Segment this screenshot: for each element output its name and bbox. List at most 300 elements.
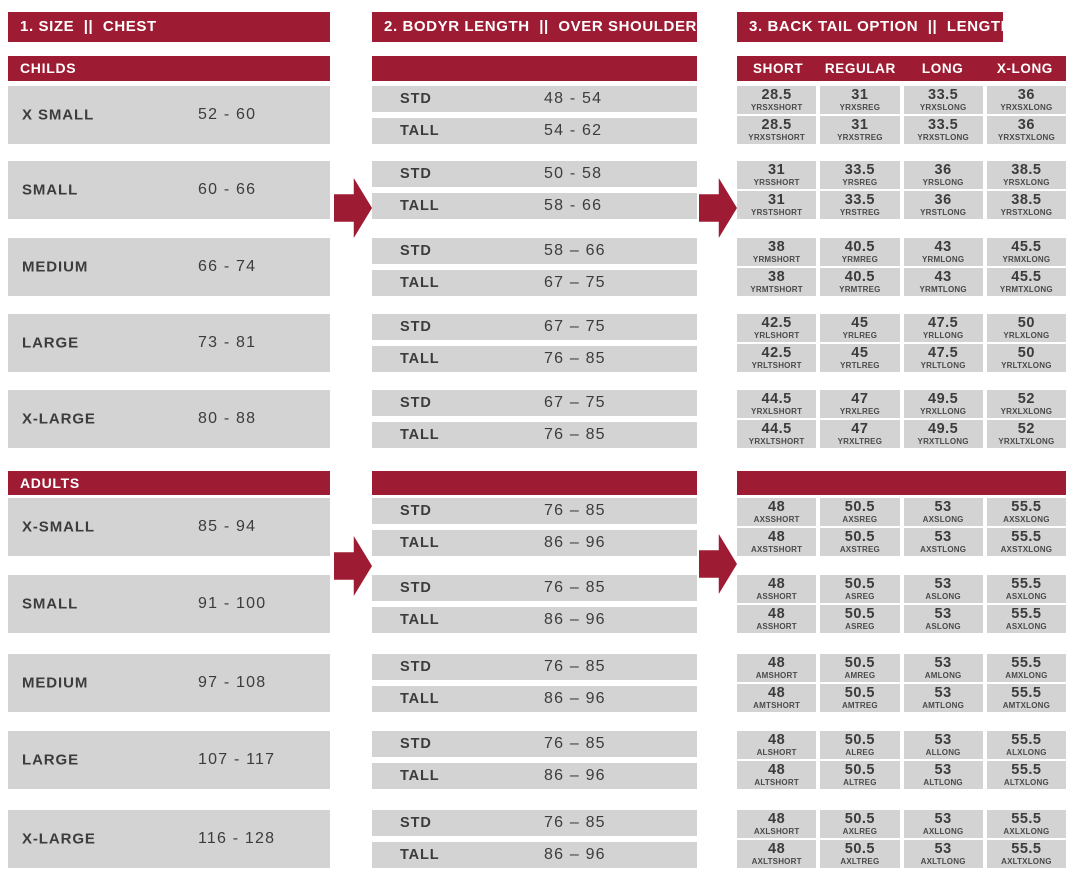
sku-code: AMLONG (924, 671, 962, 681)
length-value: 53 (934, 761, 952, 778)
length-value: 43 (934, 268, 952, 285)
length-value: 55.5 (1011, 528, 1042, 545)
fit-row (372, 686, 697, 712)
length-cell (737, 840, 816, 868)
sku-code: YRLTLONG (920, 361, 966, 371)
length-value: 36 (1017, 116, 1035, 133)
chest-range: 60 - 66 (198, 181, 257, 198)
length-value: 33.5 (844, 161, 875, 178)
sku-code: ALTREG (843, 778, 877, 788)
sku-code: YRMLONG (921, 255, 965, 265)
sku-code: YRSLONG (922, 178, 964, 188)
length-value: 47 (851, 390, 869, 407)
fit-row (372, 118, 697, 144)
length-value: 50.5 (844, 575, 875, 592)
sku-code: YRXLLONG (920, 407, 967, 417)
length-value: 48 (768, 575, 786, 592)
length-value: 33.5 (928, 86, 959, 103)
sku-code: ASREG (845, 592, 875, 602)
sku-code: YRXSTXLONG (997, 133, 1055, 143)
length-cell (737, 314, 816, 342)
sku-code: AXLTREG (840, 857, 880, 867)
sku-code: YRXSTREG (837, 133, 883, 143)
size-row (8, 86, 330, 144)
fit-row (372, 270, 697, 296)
length-cell (820, 575, 899, 603)
tail-option-row (737, 810, 1066, 838)
length-value: 40.5 (844, 238, 875, 255)
length-value: 55.5 (1011, 498, 1042, 515)
sku-code: AMTSHORT (753, 701, 801, 711)
length-range: 58 - 66 (544, 197, 603, 214)
length-value: 28.5 (761, 116, 792, 133)
length-cell (987, 420, 1066, 448)
length-cell (820, 314, 899, 342)
length-cell (987, 344, 1066, 372)
sku-code: AMREG (844, 671, 876, 681)
length-range: 86 – 96 (544, 690, 606, 707)
length-value: 53 (934, 684, 952, 701)
length-cell (987, 116, 1066, 144)
length-cell (987, 238, 1066, 266)
sku-code: YRMXLONG (1002, 255, 1051, 265)
chest-range: 80 - 88 (198, 410, 257, 427)
length-cell (904, 344, 983, 372)
fit-label: TALL (400, 768, 440, 784)
adults-divider-bar (372, 471, 697, 495)
length-value: 38.5 (1011, 191, 1042, 208)
length-cell (737, 238, 816, 266)
length-value: 38 (768, 268, 786, 285)
tail-option-row (737, 528, 1066, 556)
length-cell (737, 191, 816, 219)
tail-option-row (737, 116, 1066, 144)
length-cell (820, 654, 899, 682)
tail-option-row (737, 761, 1066, 789)
fit-row (372, 161, 697, 187)
length-range: 86 – 96 (544, 611, 606, 628)
fit-row (372, 238, 697, 264)
length-cell (904, 684, 983, 712)
tail-option-row (737, 344, 1066, 372)
length-cell (737, 575, 816, 603)
flow-arrow-right-icon (699, 534, 737, 594)
sku-code: YRXLTXLONG (998, 437, 1055, 447)
length-value: 48 (768, 761, 786, 778)
fit-label: STD (400, 166, 432, 182)
fit-row (372, 193, 697, 219)
tail-option-row (737, 840, 1066, 868)
tail-option-row (737, 605, 1066, 633)
chest-range: 66 - 74 (198, 258, 257, 275)
length-value: 53 (934, 840, 952, 857)
chest-range: 52 - 60 (198, 106, 257, 123)
length-cell (820, 344, 899, 372)
size-chest-header (8, 12, 330, 42)
length-value: 53 (934, 810, 952, 827)
childs-size-rows (8, 86, 330, 448)
length-cell (904, 654, 983, 682)
length-value: 52 (1017, 420, 1035, 437)
tail-option-row (737, 238, 1066, 266)
fit-label: TALL (400, 123, 440, 139)
fit-label: STD (400, 395, 432, 411)
length-value: 55.5 (1011, 731, 1042, 748)
fit-label: STD (400, 736, 432, 752)
length-value: 53 (934, 605, 952, 622)
length-cell (987, 605, 1066, 633)
size-label: MEDIUM (22, 258, 89, 276)
length-value: 50.5 (844, 731, 875, 748)
fit-row (372, 654, 697, 680)
length-value: 33.5 (928, 116, 959, 133)
tail-option-row (737, 498, 1066, 526)
length-range: 58 – 66 (544, 242, 606, 259)
length-pair (372, 86, 697, 144)
sku-code: ASSHORT (756, 622, 797, 632)
length-pair (372, 575, 697, 633)
length-cell (987, 268, 1066, 296)
flow-arrow-right-icon (334, 178, 372, 238)
length-pair (372, 238, 697, 296)
adults-length-pairs (372, 498, 697, 868)
length-value: 47.5 (928, 314, 959, 331)
length-value: 42.5 (761, 344, 792, 361)
length-cell (904, 116, 983, 144)
fit-label: TALL (400, 275, 440, 291)
fit-row (372, 390, 697, 416)
length-cell (737, 605, 816, 633)
tail-option-row (737, 314, 1066, 342)
tail-option-group (737, 810, 1066, 868)
length-value: 48 (768, 684, 786, 701)
length-cell (737, 684, 816, 712)
length-pair (372, 731, 697, 789)
tail-option-row (737, 86, 1066, 114)
sku-code: ASSHORT (756, 592, 797, 602)
flow-arrow-right-icon (699, 178, 737, 238)
length-cell (737, 528, 816, 556)
size-label: MEDIUM (22, 674, 89, 692)
length-cell (987, 684, 1066, 712)
length-range: 76 – 85 (544, 735, 606, 752)
length-cell (820, 498, 899, 526)
fit-label: TALL (400, 612, 440, 628)
length-value: 50.5 (844, 761, 875, 778)
tail-option-group (737, 314, 1066, 372)
sku-code: YRMREG (841, 255, 879, 265)
sku-code: YRXTLLONG (917, 437, 969, 447)
length-value: 33.5 (844, 191, 875, 208)
length-range: 76 – 85 (544, 579, 606, 596)
length-cell (904, 810, 983, 838)
sku-code: AMXLONG (1005, 671, 1048, 681)
sku-code: ALTXLONG (1003, 778, 1049, 788)
sku-code: AXLSHORT (753, 827, 800, 837)
length-cell (737, 268, 816, 296)
fit-label: STD (400, 319, 432, 335)
length-range: 54 - 62 (544, 122, 603, 139)
sku-code: ASXLONG (1005, 622, 1047, 632)
fit-row (372, 314, 697, 340)
fit-label: TALL (400, 535, 440, 551)
length-value: 48 (768, 605, 786, 622)
length-cell (987, 840, 1066, 868)
length-value: 50.5 (844, 498, 875, 515)
body-length-column (372, 12, 697, 868)
fit-label: STD (400, 815, 432, 831)
body-length-header-label: 2. BODYR LENGTH || OVER SHOULDER (384, 18, 697, 35)
sku-code: YRXLTSHORT (748, 437, 805, 447)
sku-code: ALTLONG (923, 778, 963, 788)
sku-code: ALREG (845, 748, 875, 758)
sku-code: YRLLONG (922, 331, 964, 341)
tail-option-row (737, 575, 1066, 603)
size-label: SMALL (22, 181, 79, 199)
length-pair (372, 498, 697, 556)
sku-code: YRMTXLONG (999, 285, 1053, 295)
length-value: 50.5 (844, 528, 875, 545)
length-value: 31 (768, 161, 786, 178)
length-cell (987, 528, 1066, 556)
fit-label: STD (400, 659, 432, 675)
length-cell (904, 420, 983, 448)
length-value: 47 (851, 420, 869, 437)
tail-option-group (737, 654, 1066, 712)
length-value: 47.5 (928, 344, 959, 361)
length-cell (904, 575, 983, 603)
body-length-header (372, 12, 697, 42)
length-cell (987, 86, 1066, 114)
chest-range: 97 - 108 (198, 674, 267, 691)
sku-code: AXLTLONG (920, 857, 966, 867)
length-cell (987, 161, 1066, 189)
length-cell (987, 498, 1066, 526)
tail-option-group (737, 86, 1066, 144)
tail-option-row (737, 161, 1066, 189)
length-value: 55.5 (1011, 575, 1042, 592)
sku-code: AXSTXLONG (1000, 545, 1053, 555)
sku-code: ASXLONG (1005, 592, 1047, 602)
length-cell (987, 314, 1066, 342)
fit-row (372, 86, 697, 112)
fit-row (372, 530, 697, 556)
length-value: 55.5 (1011, 654, 1042, 671)
tail-option-row (737, 191, 1066, 219)
flow-arrow-right-icon (334, 536, 372, 596)
fit-row (372, 575, 697, 601)
length-value: 31 (851, 86, 869, 103)
size-label: SMALL (22, 595, 79, 613)
length-cell (987, 654, 1066, 682)
length-cell (820, 605, 899, 633)
sku-code: YRXLREG (839, 407, 880, 417)
sku-code: YRXSXLONG (1000, 103, 1053, 113)
length-value: 48 (768, 498, 786, 515)
tail-option-xlong-header: X-LONG (996, 61, 1053, 76)
fit-label: STD (400, 91, 432, 107)
length-value: 50.5 (844, 684, 875, 701)
length-value: 48 (768, 654, 786, 671)
fit-row (372, 763, 697, 789)
length-cell (820, 761, 899, 789)
size-row (8, 810, 330, 868)
length-value: 45 (851, 314, 869, 331)
childs-section-bar (8, 56, 330, 81)
fit-label: STD (400, 243, 432, 259)
length-value: 55.5 (1011, 840, 1042, 857)
sku-code: YRMTREG (839, 285, 881, 295)
sku-code: AMTREG (841, 701, 878, 711)
sku-code: YRSTXLONG (1000, 208, 1053, 218)
length-cell (904, 86, 983, 114)
sku-code: YRLREG (842, 331, 878, 341)
sku-code: YRLTXLONG (1001, 361, 1052, 371)
tail-options-subheader-bar (737, 56, 1066, 81)
sku-code: YRSSHORT (753, 178, 800, 188)
length-cell (987, 731, 1066, 759)
length-range: 50 - 58 (544, 165, 603, 182)
length-cell (820, 86, 899, 114)
sku-code: YRSXLONG (1003, 178, 1050, 188)
sku-code: ASLONG (925, 592, 961, 602)
sku-code: YRLTSHORT (751, 361, 802, 371)
length-pair (372, 161, 697, 219)
sku-code: YRXLXLONG (1000, 407, 1053, 417)
size-label: X SMALL (22, 106, 95, 124)
size-row (8, 238, 330, 296)
sku-code: YRSTSHORT (751, 208, 803, 218)
chest-range: 91 - 100 (198, 595, 267, 612)
size-label: LARGE (22, 334, 79, 352)
size-chest-header-label: 1. SIZE || CHEST (20, 18, 157, 35)
adults-size-rows (8, 498, 330, 868)
fit-label: TALL (400, 847, 440, 863)
sku-code: AXSSHORT (753, 515, 800, 525)
back-tail-column (737, 12, 1066, 868)
sku-code: YRXSLONG (919, 103, 967, 113)
sku-code: YRLSHORT (753, 331, 800, 341)
length-cell (820, 420, 899, 448)
sku-code: AXSXLONG (1003, 515, 1050, 525)
length-cell (737, 86, 816, 114)
sku-code: YRXSTSHORT (748, 133, 805, 143)
length-value: 31 (851, 116, 869, 133)
length-pair (372, 314, 697, 372)
length-value: 45.5 (1011, 268, 1042, 285)
sku-code: AXSREG (842, 515, 878, 525)
fit-label: TALL (400, 427, 440, 443)
length-cell (987, 810, 1066, 838)
length-value: 48 (768, 528, 786, 545)
length-value: 38 (768, 238, 786, 255)
length-range: 67 – 75 (544, 318, 606, 335)
length-cell (820, 731, 899, 759)
sku-code: AXLTSHORT (751, 857, 802, 867)
fit-row (372, 607, 697, 633)
length-range: 67 – 75 (544, 274, 606, 291)
fit-row (372, 422, 697, 448)
length-cell (820, 810, 899, 838)
length-value: 42.5 (761, 314, 792, 331)
tail-option-row (737, 420, 1066, 448)
length-value: 40.5 (844, 268, 875, 285)
length-range: 67 – 75 (544, 394, 606, 411)
length-cell (737, 116, 816, 144)
chest-range: 73 - 81 (198, 334, 257, 351)
sku-code: YRMTSHORT (750, 285, 803, 295)
sku-code: YRMSHORT (752, 255, 801, 265)
fit-label: STD (400, 580, 432, 596)
sku-code: ASLONG (925, 622, 961, 632)
length-cell (820, 684, 899, 712)
length-range: 76 – 85 (544, 502, 606, 519)
length-cell (820, 116, 899, 144)
tail-option-group (737, 161, 1066, 219)
sku-code: AXLLONG (922, 827, 964, 837)
tail-option-group (737, 390, 1066, 448)
sku-code: YRLXLONG (1003, 331, 1050, 341)
sku-code: ALLONG (925, 748, 961, 758)
tail-option-regular-header: REGULAR (824, 61, 896, 76)
length-value: 49.5 (928, 420, 959, 437)
sku-code: YRXSTLONG (917, 133, 969, 143)
sku-code: YRXLSHORT (751, 407, 803, 417)
length-cell (904, 390, 983, 418)
length-cell (904, 605, 983, 633)
length-value: 50.5 (844, 810, 875, 827)
sku-code: AMTXLONG (1002, 701, 1051, 711)
length-value: 45 (851, 344, 869, 361)
length-cell (820, 161, 899, 189)
back-tail-header-label: 3. BACK TAIL OPTION || LENGTH (749, 18, 1013, 35)
length-value: 45.5 (1011, 238, 1042, 255)
tail-option-long-header: LONG (921, 61, 964, 76)
sku-code: AXLREG (842, 827, 878, 837)
length-value: 50.5 (844, 840, 875, 857)
length-cell (820, 268, 899, 296)
length-cell (737, 654, 816, 682)
length-cell (820, 191, 899, 219)
length-value: 48 (768, 731, 786, 748)
length-range: 76 – 85 (544, 658, 606, 675)
length-cell (904, 314, 983, 342)
length-pair (372, 810, 697, 868)
length-range: 76 – 85 (544, 426, 606, 443)
length-value: 36 (934, 191, 952, 208)
length-cell (987, 390, 1066, 418)
length-value: 48 (768, 810, 786, 827)
length-cell (904, 731, 983, 759)
fit-row (372, 810, 697, 836)
length-pair (372, 654, 697, 712)
sku-code: ASREG (845, 622, 875, 632)
childs-divider-bar (372, 56, 697, 81)
length-range: 48 - 54 (544, 90, 603, 107)
fit-label: TALL (400, 691, 440, 707)
length-value: 48 (768, 840, 786, 857)
length-range: 86 – 96 (544, 767, 606, 784)
length-cell (820, 840, 899, 868)
length-value: 53 (934, 575, 952, 592)
length-cell (820, 238, 899, 266)
length-cell (904, 161, 983, 189)
size-label: X-LARGE (22, 830, 96, 848)
sku-code: ALSHORT (756, 748, 797, 758)
size-row (8, 498, 330, 556)
length-cell (737, 420, 816, 448)
fit-row (372, 731, 697, 757)
